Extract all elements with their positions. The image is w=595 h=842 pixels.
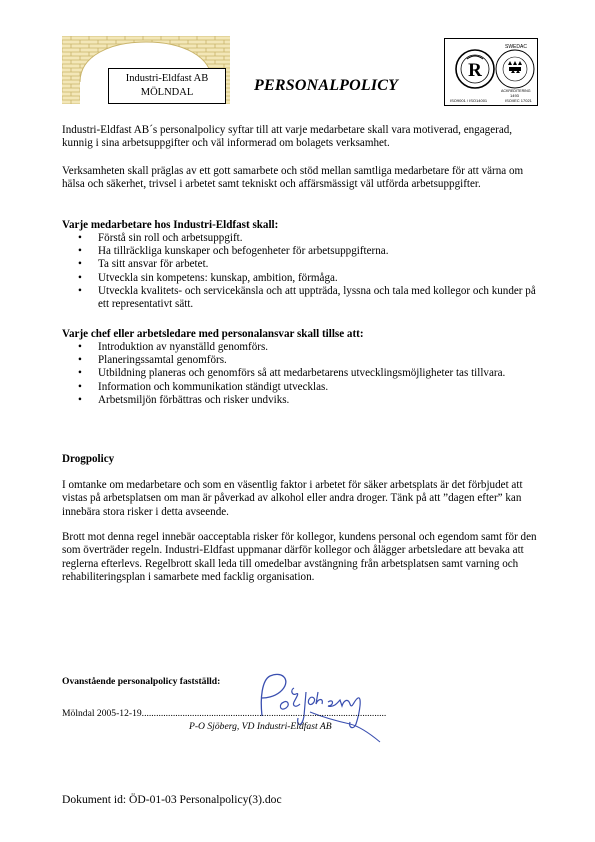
list-item: • Planeringssamtal genomförs. xyxy=(62,354,542,367)
signatory-name: P-O Sjöberg, VD Industri-Eldfast AB xyxy=(189,721,332,732)
document-id: Dokument id: ÖD-01-03 Personalpolicy(3).doc xyxy=(62,793,282,806)
list-item: • Utveckla kvalitets- och servicekänsla och att uppträda, lyssna och tala med kollegor och kunder på ett representativt sätt. xyxy=(62,285,542,311)
managers-heading: Varje chef eller arbetsledare med personalansvar skall tillse att: xyxy=(62,328,364,340)
company-name-box xyxy=(108,68,226,104)
place-date-line: Mölndal 2005-12-19...................................................................................................... xyxy=(62,708,387,719)
list-item: • Förstå sin roll och arbetsuppgift. xyxy=(62,232,542,245)
intro-paragraph-2: Verksamheten skall präglas av ett gott samarbete och stöd mellan samtliga medarbetare för att värna om hälsa och säkerhet, trivsel i arbetet samt tekniskt och affärsmässigt väl utförda arbetsuppgifter. xyxy=(62,165,524,191)
list-item: • Introduktion av nyanställd genomförs. xyxy=(62,341,542,354)
employees-heading: Varje medarbetare hos Industri-Eldfast skall: xyxy=(62,219,279,231)
page-title: PERSONALPOLICY xyxy=(254,77,399,94)
drug-policy-heading: Drogpolicy xyxy=(62,453,115,465)
company-name: Industri-Eldfast AB xyxy=(125,73,209,84)
managers-list xyxy=(62,341,542,407)
cert-ring-label: ACKREDITERING xyxy=(501,89,531,93)
list-item: • Information och kommunikation ständigt utvecklas. xyxy=(62,381,542,394)
list-item: • Ha tillräckliga kunskaper och befogenheter för arbetsuppgifterna. xyxy=(62,245,542,258)
drug-policy-paragraph-2: Brott mot denna regel innebär oacceptabla risker för kollegor, kundens personal och egendom samt för den som överträder regeln. Industri-Eldfast uppmanar därför kollegor och ålägger arbetsledare att bevaka att reglerna efterlevs. Regelbrott skall leda till omedelbar avstängning från arbetsplatsen samt varning och rehabiliteringsplan i samarbete med facklig organisation. xyxy=(62,531,537,584)
list-item: • Utbildning planeras och genomförs så att medarbetarens utvecklingsmöjligheter tas tillvara. xyxy=(62,367,542,380)
cert-swedac-label: SWEDAC xyxy=(505,44,527,50)
svg-text:R: R xyxy=(468,60,482,81)
list-item: • Arbetsmiljön förbättras och risker undviks. xyxy=(62,394,542,407)
employees-list xyxy=(62,232,542,311)
list-item: • Utveckla sin kompetens: kunskap, ambition, förmåga. xyxy=(62,272,542,285)
drug-policy-paragraph-1: I omtanke om medarbetare och som en väsentlig faktor i arbetet för säker arbetsplats är det förbjudet att vistas på arbetsplatsen om man är påverkad av alkohol eller andra droger. Tänk på att ”dagen efter” kan innebära stora risker i detta avseende. xyxy=(62,479,523,518)
certification-badge xyxy=(444,38,538,106)
cert-code-left: ISO9001 / ISO14001 xyxy=(450,98,488,103)
company-city: MÖLNDAL xyxy=(140,87,194,98)
approval-label: Ovanstående personalpolicy fastställd: xyxy=(62,676,221,687)
cert-code-mid: 1493 xyxy=(510,93,519,98)
list-item: • Ta sitt ansvar för arbetet. xyxy=(62,258,542,271)
intro-paragraph-1: Industri-Eldfast AB´s personalpolicy syftar till att varje medarbetare skall vara motiverad, engagerad, kunnig i sina arbetsuppgifter och väl informerad om bolagets verksamhet. xyxy=(62,124,513,150)
cert-code-right: ISO/IEC 17021 xyxy=(505,98,532,103)
